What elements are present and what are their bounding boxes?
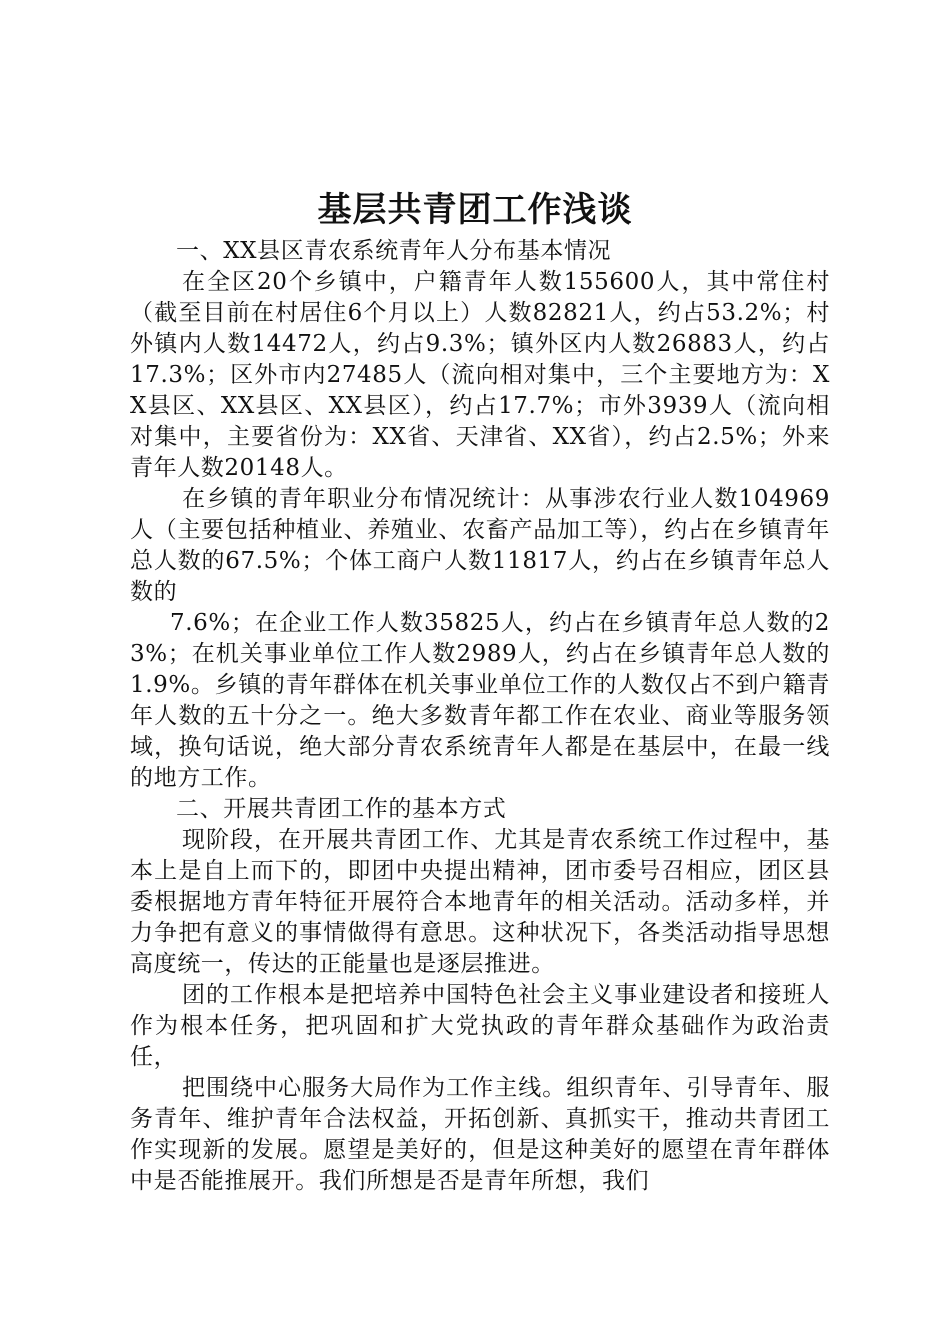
paragraph-fundamental-task: 团的工作根本是把培养中国特色社会主义事业建设者和接班人作为根本任务，把巩固和扩大党执政的青年群众基础作为政治责任，: [130, 982, 830, 1070]
document-title: 基层共青团工作浅谈: [317, 190, 633, 230]
paragraph-population: 在全区20个乡镇中，户籍青年人数155600人，其中常住村（截至目前在村居住6个月以上）人数82821人，约占53.2%；村外镇内人数14472人，约占9.3%；镇外区内人数26883人，约占17.3%；区外市内27485人（流向相对集中，三个主要地方为：XX县区、XX县区、XX县区），约占17.7%；市外3939人（流向相对集中，主要省份为：XX省、天津省、XX省），约占2.5%；外来青年人数20148人。: [130, 269, 830, 481]
paragraph-occupation-continued: 7.6%；在企业工作人数35825人，约占在乡镇青年总人数的23%；在机关事业单位工作人数2989人，约占在乡镇青年总人数的1.9%。乡镇的青年群体在机关事业单位工作的人数仅占不到户籍青年人数的五十分之一。绝大多数青年都工作在农业、商业等服务领域，换句话说，绝大部分青农系统青年人都是在基层中，在最一线的地方工作。: [130, 610, 830, 791]
section-heading-2: 二、开展共青团工作的基本方式: [176, 796, 507, 822]
paragraph-occupation: 在乡镇的青年职业分布情况统计：从事涉农行业人数104969人（主要包括种植业、养殖业、农畜产品加工等），约占在乡镇青年总人数的67.5%；个体工商户人数11817人，约占在乡镇青年总人数的: [130, 486, 830, 605]
paragraph-main-line: 把围绕中心服务大局作为工作主线。组织青年、引导青年、服务青年、维护青年合法权益，开拓创新、真抓实干，推动共青团工作实现新的发展。愿望是美好的，但是这种美好的愿望在青年群体中是否能推展开。我们所想是否是青年所想，我们: [130, 1075, 830, 1194]
section-heading-1: 一、XX县区青农系统青年人分布基本情况: [176, 238, 612, 264]
paragraph-current-stage: 现阶段，在开展共青团工作、尤其是青农系统工作过程中，基本上是自上而下的，即团中央提出精神，团市委号召相应，团区县委根据地方青年特征开展符合本地青年的相关活动。活动多样，并力争把有意义的事情做得有意思。这种状况下，各类活动指导思想高度统一，传达的正能量也是逐层推进。: [130, 827, 830, 977]
document-body: [130, 236, 830, 1197]
